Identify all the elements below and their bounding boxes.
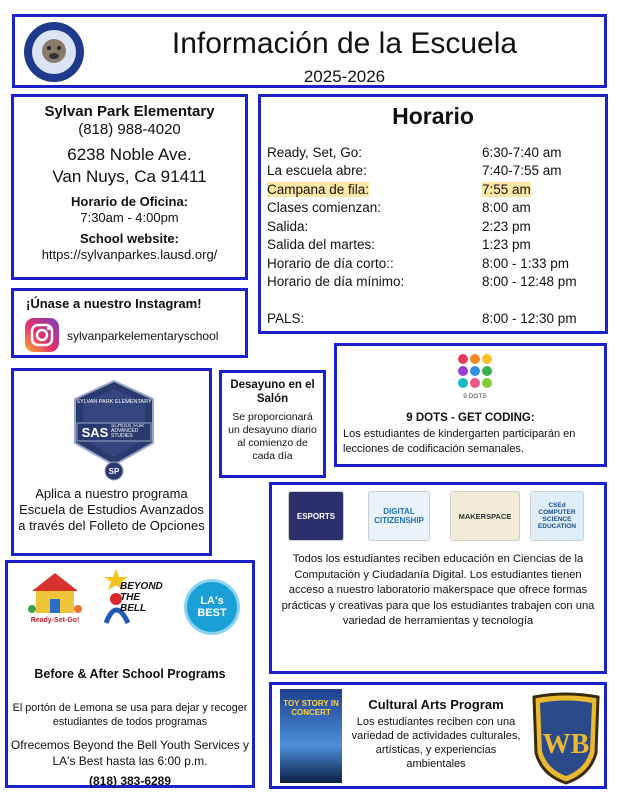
schedule-row [267,273,577,292]
schedule-time: 2:23 pm [482,218,531,234]
school-logo [23,21,85,83]
arts-description: Los estudiantes reciben con una variedad de actividades culturales, artísticas, y experiencias ambientales [351,716,521,770]
school-name: Sylvan Park Elementary [44,103,215,120]
warner-bros-initials: WB [542,729,590,760]
schedule-label: Clases comienzan: [267,200,382,216]
office-hours: 7:30am - 4:00pm [80,210,179,225]
before-after-box [5,560,255,788]
website-link[interactable]: https://sylvanparkes.lausd.org/ [41,247,218,262]
sas-badge-seal: SP [108,467,120,476]
sas-badge-subtitle: SCHOOL FOR ADVANCED STUDIES [111,424,144,440]
page-title: Información de la Escuela [171,27,518,60]
schedule-time: 1:23 pm [482,237,531,253]
office-hours-label: Horario de Oficina: [70,194,189,209]
school-phone: (818) 988-4020 [78,121,181,138]
schedule-time: 8:00 am [482,200,531,216]
schedule-box [258,94,608,334]
cs-description: Todos los estudiantes reciben educación en Ciencias de la Computación y Ciudadanía Digital. Los estudiantes tienen acceso a nuestro laboratorio makerspace que ofrece formas prácticas y creativas para que los estudiantes trabajen con una variedad de herramientas y tecnología [281,553,595,627]
website-label: School website: [80,231,179,246]
schedule-row [267,217,577,236]
breakfast-box [219,370,326,478]
arts-title: Cultural Arts Program [368,697,504,712]
schedule-time: 8:00 - 12:48 pm [482,274,577,290]
schedule-time: 8:00 - 12:30 pm [482,311,577,327]
schedule-row [267,199,577,218]
arts-box [269,682,607,789]
cs-box [269,482,607,674]
schedule-label: Horario de día mínimo: [267,274,405,290]
csed-logo: CSEd COMPUTER SCIENCE EDUCATION [530,491,584,541]
breakfast-title: Desayuno en el Salón [230,379,315,405]
sas-badge-logo [69,379,159,481]
schedule-row [267,180,577,199]
sas-badge-abbr: SAS [81,425,109,440]
address-line-2: Van Nuys, Ca 91411 [52,167,207,186]
schedule-label: Salida: [267,218,309,234]
sas-badge-arc-text: SYLVAN PARK ELEMENTARY [76,399,152,405]
las-best-logo: LA's BEST [184,579,240,635]
breakfast-description: Se proporcionará un desayuno diario al comienzo de cada día [228,411,317,462]
schedule-row [267,162,577,181]
beyond-the-bell-text: BEYOND THE BELL [120,581,163,614]
toy-story-logo: TOY STORY IN CONCERT [280,689,342,783]
school-year: 2025-2026 [303,67,386,86]
coding-title: 9 DOTS - GET CODING: [406,412,535,424]
schedule-label: Horario de día corto:: [267,255,394,271]
ready-set-go-logo [26,569,84,624]
instagram-icon[interactable] [24,317,60,353]
schedule-time-highlight: 7:55 am [482,181,531,197]
header-box [12,14,607,88]
instagram-handle[interactable]: sylvanparkelementaryschool [67,329,219,343]
schedule-title: Horario [392,103,474,129]
schedule-table [267,143,577,328]
schedule-time: 6:30-7:40 am [482,144,562,160]
address-line-1: 6238 Noble Ave. [67,145,192,164]
before-after-offer: Ofrecemos Beyond the Bell Youth Services y LA's Best hasta las 6:00 p.m. [10,738,250,768]
before-after-phone: (818) 383-6289 [88,774,172,788]
instagram-title: ¡Únase a nuestro Instagram! [26,296,202,311]
schedule-row [267,254,577,273]
digital-citizenship-logo: DIGITAL CITIZENSHIP [368,491,430,541]
schedule-label-highlight: Campana de fila: [267,181,370,197]
schedule-time: 7:40-7:55 am [482,163,562,179]
schedule-row [267,310,577,329]
schedule-label: Ready, Set, Go: [267,144,363,160]
before-after-title: Before & After School Programs [34,667,226,681]
esports-logo: ESPORTS [288,491,344,541]
sas-box [11,368,212,556]
schedule-label: PALS: [267,311,305,327]
before-after-description: El portón de Lemona se usa para dejar y recoger estudiantes de todos programas [12,702,248,728]
contact-box [11,94,248,280]
makerspace-logo: MAKERSPACE [450,491,520,541]
coding-box [334,343,607,467]
schedule-row [267,236,577,255]
coding-description: Los estudiantes de kindergarten participarán en lecciones de codificación semanales. [343,428,576,455]
warner-bros-logo [530,691,602,785]
sas-description: Aplica a nuestro programa Escuela de Estudios Avanzados a través del Folleto de Opciones [18,486,205,533]
nine-dots-logo-text: 9 DOTS [463,393,487,400]
nine-dots-logo [455,352,495,400]
schedule-label: Salida del martes: [267,237,376,253]
schedule-label: La escuela abre: [267,163,367,179]
instagram-box [11,288,248,358]
schedule-row [267,143,577,162]
schedule-time: 8:00 - 1:33 pm [482,255,570,271]
ready-set-go-text: Ready-Set-Go! [30,617,80,624]
beyond-the-bell-logo [94,567,164,655]
